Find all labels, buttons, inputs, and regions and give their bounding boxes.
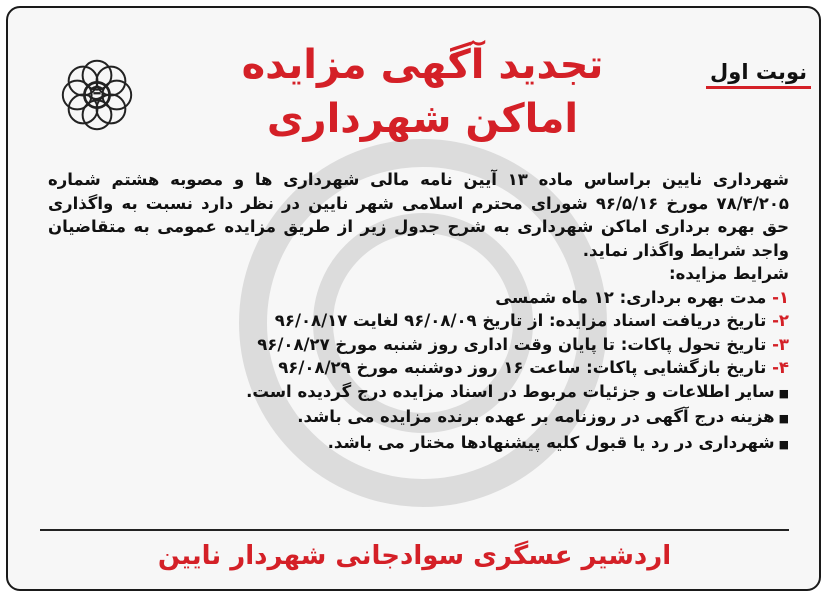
condition-item — [48, 356, 789, 380]
condition-text: تاریخ تحول پاکات: تا پایان وقت اداری روز شنبه مورخ ۹۶/۰۸/۲۷ — [257, 334, 773, 354]
condition-text: مدت بهره برداری: ۱۲ ماه شمسی — [495, 287, 773, 307]
condition-item — [48, 333, 789, 357]
condition-text: تاریخ دریافت اسناد مزایده: از تاریخ ۹۶/۰۸/۰۹ لغایت ۹۶/۰۸/۱۷ — [274, 311, 773, 330]
note-item: ■ شهرداری در رد یا قبول کلیه پیشنهادها مختار می باشد. — [48, 431, 789, 457]
condition-item — [48, 309, 789, 333]
conditions-heading: شرایط مزایده: — [669, 264, 789, 283]
notice-title: تجدید آگهی مزایده — [241, 42, 604, 88]
note-item: ■ هزینه درج آگهی در روزنامه بر عهده برنده مزایده می باشد. — [48, 405, 789, 431]
condition-number: ۲- — [772, 311, 789, 330]
condition-number: ۳- — [772, 334, 789, 354]
intro-paragraph: شهرداری نایین براساس ماده ۱۳ آیین نامه مالی شهرداری ها و مصوبه هشتم شماره ۷۸/۴/۲۰۵ مورخ ۹۶/۵/۱۶ شورای محترم اسلامی شهر نایین در نظر دارد نسبت به واگذاری حق بهره برداری اماکن شهرداری به شرح جدول زیر از طریق مزایده عمومی به متقاضیان واجد شرایط واگذار نماید. — [48, 170, 790, 260]
signature-text: اردشیر عسگری سوادجانی شهردار نایین — [157, 541, 672, 571]
publication-badge: نوبت اول — [706, 60, 811, 89]
condition-number: ۱- — [772, 287, 789, 307]
notice-body — [48, 168, 789, 456]
condition-text: تاریخ بازگشایی پاکات: ساعت ۱۶ روز دوشنبه مورخ ۹۶/۰۸/۲۹ — [278, 358, 773, 377]
notice-frame — [6, 6, 821, 591]
signature-section — [40, 529, 789, 593]
condition-item — [48, 286, 789, 310]
condition-number: ۴- — [772, 358, 789, 377]
note-item: ■ سایر اطلاعات و جزئیات مربوط در اسناد مزایده درج گردیده است. — [48, 380, 789, 406]
notice-subtitle: اماکن شهرداری — [266, 96, 579, 142]
municipality-emblem-icon — [52, 50, 142, 140]
header — [22, 20, 823, 165]
